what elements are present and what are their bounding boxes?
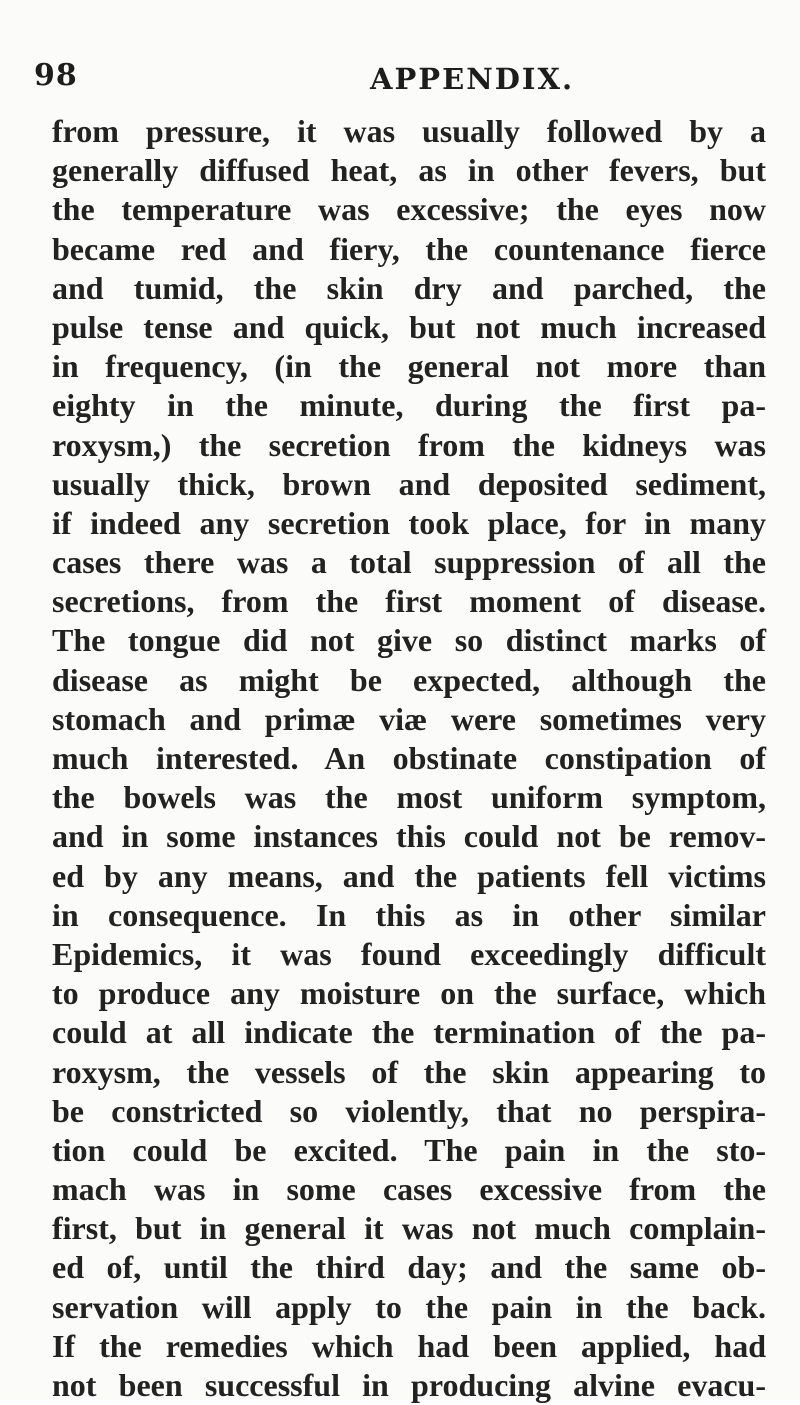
text-line: usually thick, brown and deposited sediment,	[52, 465, 766, 502]
body-text	[52, 112, 766, 1405]
text-line: became red and fiery, the countenance fierce	[52, 230, 766, 267]
text-line: disease as might be expected, although the	[52, 661, 766, 698]
page-number: 98	[34, 58, 78, 93]
text-line: ed of, until the third day; and the same ob-	[52, 1249, 766, 1286]
text-line: If the remedies which had been applied, had	[52, 1327, 766, 1364]
text-line: secretions, from the first moment of disease.	[52, 583, 766, 620]
text-line: the temperature was excessive; the eyes now	[52, 191, 766, 228]
text-line: be constricted so violently, that no perspira-	[52, 1092, 766, 1129]
text-line: The tongue did not give so distinct marks of	[52, 622, 766, 659]
running-head	[0, 58, 800, 98]
text-line: could at all indicate the termination of the pa-	[52, 1014, 766, 1051]
text-line: ed by any means, and the patients fell victims	[52, 857, 766, 894]
text-line: Epidemics, it was found exceedingly difficult	[52, 935, 766, 972]
text-line: not been successful in producing alvine evacu-	[52, 1367, 766, 1403]
text-line: roxysm, the vessels of the skin appearing to	[52, 1053, 766, 1090]
text-line: and in some instances this could not be remov-	[52, 818, 766, 855]
text-line: in consequence. In this as in other similar	[52, 896, 766, 933]
text-line: roxysm,) the secretion from the kidneys was	[52, 426, 766, 463]
text-line: pulse tense and quick, but not much increased	[52, 308, 766, 345]
text-line: generally diffused heat, as in other fevers, but	[52, 152, 766, 189]
text-line: from pressure, it was usually followed by a	[52, 113, 766, 149]
text-line: if indeed any secretion took place, for in many	[52, 504, 766, 541]
text-line: tion could be excited. The pain in the sto-	[52, 1131, 766, 1168]
text-line: the bowels was the most uniform symptom,	[52, 779, 766, 816]
text-line: and tumid, the skin dry and parched, the	[52, 269, 766, 306]
text-line: first, but in general it was not much complain-	[52, 1210, 766, 1247]
text-line: much interested. An obstinate constipation of	[52, 740, 766, 776]
running-title: APPENDIX.	[370, 62, 575, 96]
text-line: cases there was a total suppression of all the	[52, 544, 766, 581]
text-line: mach was in some cases excessive from the	[52, 1171, 766, 1208]
text-line: servation will apply to the pain in the back.	[52, 1288, 766, 1325]
text-line: stomach and primæ viæ were sometimes very	[52, 700, 766, 737]
text-line: eighty in the minute, during the first pa-	[52, 387, 766, 424]
text-line: to produce any moisture on the surface, which	[52, 975, 766, 1012]
text-line: in frequency, (in the general not more than	[52, 348, 766, 385]
